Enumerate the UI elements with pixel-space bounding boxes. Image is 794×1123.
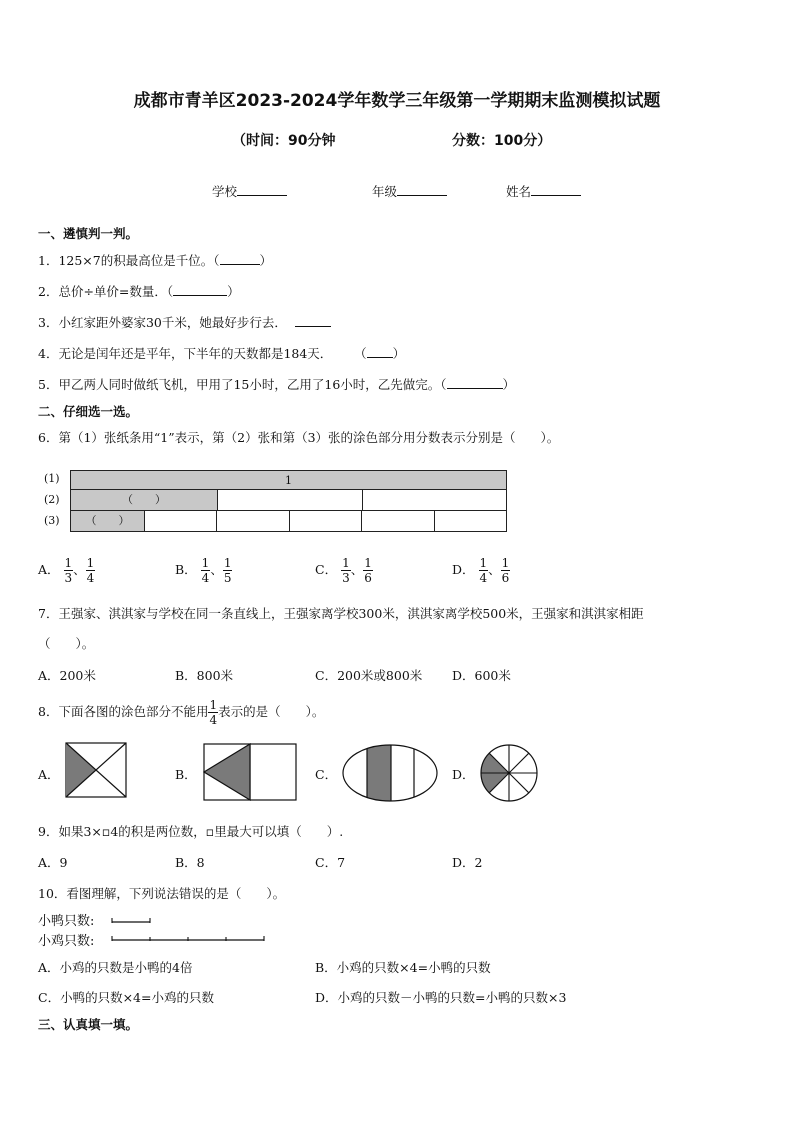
separator: 、 [210,562,223,577]
option-letter: C． [315,562,338,577]
numerator: 1 [479,556,488,570]
strip-2-divider [217,490,218,510]
denominator: 3 [64,571,73,585]
question-5 [38,375,515,393]
name-label: 姓名 [506,184,532,199]
q9-option-a[interactable]: A．9 [38,855,68,870]
strip-1-whole [70,470,507,490]
fraction [501,556,511,585]
page-title: 成都市青羊区2023-2024学年数学三年级第一学期期末监测模拟试题 [133,91,661,111]
grade-blank[interactable] [397,183,447,196]
numerator: 1 [501,556,510,570]
numerator: 1 [201,556,210,570]
q8-figure-c[interactable] [341,743,439,803]
numerator: 1 [209,698,218,712]
q10-line-segments [110,914,270,944]
section1-heading: 一、遴慎判一判。 [38,226,139,241]
strip-3-divider [289,511,290,531]
option-letter: B． [175,562,197,577]
separator: 、 [488,562,501,577]
name-field [506,182,581,200]
q2-text: 2．总价÷单价=数量．（ [38,284,174,299]
strip-label-3: (3) [44,514,60,527]
question-6: 6．第（1）张纸条用“1”表示，第（2）张和第（3）张的涂色部分用分数表示分别是（ ）。 [38,430,560,445]
q10-option-d[interactable]: D．小鸡的只数－小鸭的只数=小鸭的只数×3 [315,990,567,1005]
q8-option-c-label[interactable]: C． [315,767,338,782]
question-3 [38,313,331,331]
strip-3-divider [361,511,362,531]
school-field [212,182,287,200]
numerator: 1 [364,556,372,570]
strip-2-shaded [71,490,217,510]
fraction [363,556,373,585]
strip-3-paren: （ ） [85,514,130,527]
q9-option-d[interactable]: D．2 [452,855,483,870]
q3-blank[interactable] [295,314,331,327]
fraction [201,556,211,585]
separator: 、 [350,562,364,577]
separator: 、 [73,562,86,577]
q6-option-a[interactable] [38,556,95,585]
name-blank[interactable] [531,183,581,196]
fraction [86,556,96,585]
q8-figure-a[interactable] [65,742,127,798]
question-2 [38,282,240,300]
q7-option-d[interactable]: D．600米 [452,668,511,683]
denominator: 3 [342,571,350,585]
fraction [208,698,218,727]
q8-text-after: 表示的是（ ）。 [218,704,325,719]
exam-score: 分数：100分） [452,133,552,149]
question-7: 7．王强家、淇淇家与学校在同一条直线上，王强家离学校300米，淇淇家离学校500米，王强家和淇淇家相距 [38,606,644,621]
strip-2-divider [362,490,363,510]
q7-option-a[interactable]: A．200米 [38,668,96,683]
q10-option-a[interactable]: A．小鸡的只数是小鸭的4倍 [38,960,193,975]
q4-text: 4．无论是闰年还是平年，下半年的天数都是184天． [38,346,333,361]
strip-3-divider [144,511,145,531]
chick-count-label: 小鸡只数: [38,934,95,949]
q10-option-b[interactable]: B．小鸡的只数×4=小鸭的只数 [315,960,491,975]
question-9: 9．如果3×▫4的积是两位数，▫里最大可以填（ ）. [38,824,344,839]
q6-option-d[interactable] [452,556,510,585]
denominator: 6 [364,571,372,585]
grade-field [372,182,447,200]
question-1 [38,251,272,269]
fraction [223,556,233,585]
fraction [479,556,489,585]
shaded-sector [481,773,509,793]
q6-option-b[interactable] [175,556,232,585]
strip-3-divider [216,511,217,531]
q5-close: ） [502,377,516,392]
duck-count-label: 小鸭只数: [38,914,95,929]
school-blank[interactable] [237,183,287,196]
q2-blank[interactable] [173,283,227,296]
strip-3-divider [434,511,435,531]
question-4 [38,344,405,362]
denominator: 6 [501,571,510,585]
shaded-sector [481,753,509,773]
q8-option-a-label[interactable]: A． [38,767,60,782]
q8-option-d-label[interactable]: D． [452,767,475,782]
section3-heading: 三、认真填一填。 [38,1017,139,1032]
grade-label: 年级 [372,184,398,199]
q3-text: 3．小红家距外婆家30千米，她最好步行去． [38,315,287,330]
q9-option-c[interactable]: C．7 [315,855,346,870]
denominator: 4 [479,571,488,585]
q4-blank[interactable] [367,345,393,358]
fraction [341,556,351,585]
question-10: 10．看图理解，下列说法错误的是（ ）。 [38,886,286,901]
denominator: 5 [223,571,232,585]
q6-option-c[interactable] [315,556,373,585]
exam-time: （时间：90分钟 [232,133,336,149]
numerator: 1 [64,556,73,570]
strip-3-shaded [71,511,144,531]
numerator: 1 [86,556,95,570]
question-7-paren: （ ）。 [38,636,95,651]
strip-2-paren: （ ） [122,493,166,506]
q10-option-c[interactable]: C．小鸭的只数×4=小鸡的只数 [38,990,214,1005]
school-label: 学校 [212,184,238,199]
strip-label-1: (1) [44,472,60,485]
strip-3 [70,511,507,532]
q8-text-before: 8．下面各图的涂色部分不能用 [38,704,209,719]
denominator: 4 [201,571,210,585]
q8-figure-b[interactable] [203,743,297,801]
q1-blank[interactable] [220,252,260,265]
numerator: 1 [342,556,350,570]
denominator: 4 [209,713,218,727]
strip-1-value: 1 [285,474,292,487]
strip-2 [70,490,507,511]
q4-open: （ [360,346,367,361]
denominator: 4 [86,571,95,585]
q7-option-c[interactable]: C．200米或800米 [315,668,423,683]
q4-close: ） [392,346,406,361]
q2-close: ） [227,284,240,299]
q7-option-b[interactable]: B．800米 [175,668,234,683]
q8-option-b-label[interactable]: B． [175,767,197,782]
q1-text: 1．125×7的积最高位是千位。（ [38,253,220,268]
option-letter: A． [38,562,60,577]
question-8 [38,698,324,727]
q8-figure-d[interactable] [478,742,540,804]
strip-label-2: (2) [44,493,60,506]
q9-option-b[interactable]: B．8 [175,855,205,870]
section2-heading: 二、仔细选一选。 [38,404,139,419]
shaded-band [367,743,391,803]
option-letter: D． [452,562,475,577]
numerator: 1 [223,556,232,570]
fraction [64,556,74,585]
q5-text: 5．甲乙两人同时做纸飞机，甲用了15小时，乙用了16小时，乙先做完。（ [38,377,447,392]
q5-blank[interactable] [447,376,503,389]
q1-close: ） [259,253,273,268]
